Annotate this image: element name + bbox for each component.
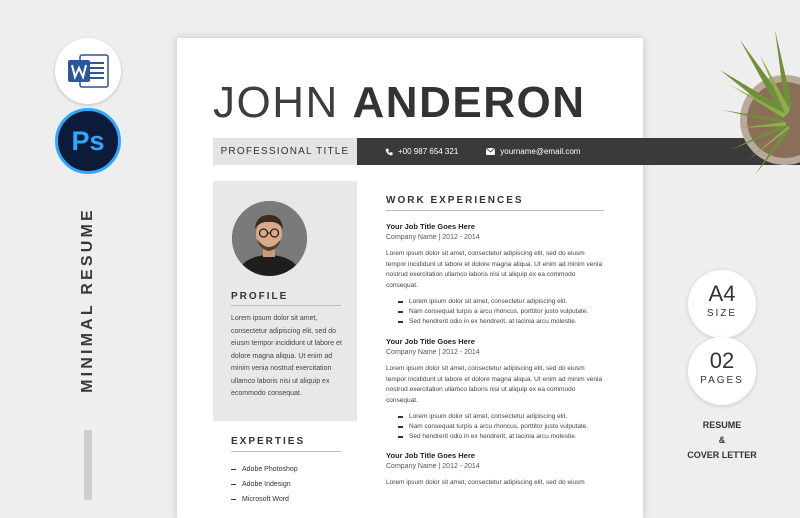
job-bullet	[398, 412, 606, 422]
job-bullet-text: Lorem ipsum dolor sit amet, consectetur adipiscing elit.	[409, 413, 568, 420]
job-title: Your Job Title Goes Here	[386, 337, 475, 346]
job-bullet	[398, 317, 606, 327]
dash-icon	[398, 301, 403, 303]
experties-heading: EXPERTIES	[231, 436, 306, 447]
job-bullets	[398, 412, 606, 442]
resume-label-line1: RESUME	[702, 420, 742, 430]
job-bullet	[398, 297, 606, 307]
dash-icon	[398, 321, 403, 323]
experties-list	[231, 462, 298, 507]
work-heading: WORK EXPERIENCES	[386, 195, 524, 206]
job-bullet-text: Lorem ipsum dolor sit amet, consectetur adipiscing elit.	[409, 298, 568, 305]
dash-icon	[398, 436, 403, 438]
avatar	[232, 201, 307, 276]
phone-number: +00 987 654 321	[398, 147, 459, 156]
profile-heading: PROFILE	[231, 291, 289, 302]
job-bullet	[398, 307, 606, 317]
pages-value: 02	[709, 348, 735, 373]
experties-item	[231, 462, 298, 477]
resume-name	[213, 78, 585, 128]
dash-icon	[398, 311, 403, 313]
pages-label: PAGES	[700, 375, 744, 386]
resume-label-line3: COVER LETTER	[687, 450, 757, 460]
plant-icon	[700, 0, 800, 200]
profile-rule	[231, 305, 341, 306]
last-name: ANDERON	[352, 78, 586, 127]
size-badge	[688, 270, 756, 338]
mail-icon	[486, 148, 495, 155]
photoshop-icon	[55, 108, 121, 174]
side-bar-decoration	[84, 430, 92, 500]
job-bullets	[398, 297, 606, 327]
professional-title: PROFESSIONAL TITLE	[213, 138, 357, 165]
photoshop-label: Ps	[71, 125, 105, 156]
job-description: Lorem ipsum dolor sit amet, consectetur adipiscing elit, sed do eiusm tempor incididunt ut labore et dolore magna aliqua. Ut enim ad minim venia nostrud exercitation ullamco laboris nisi ut aliquip ex ea commodo consequat.	[386, 365, 603, 404]
size-value: A4	[708, 281, 736, 306]
job-entry-3	[386, 451, 606, 489]
dash-icon	[231, 484, 236, 486]
job-bullet-text: Sed hendrerit odio in ex hendrerit, at lacinia arcu molestie.	[409, 318, 577, 325]
experties-label: Microsoft Word	[242, 496, 289, 503]
contact-email	[486, 147, 580, 156]
job-company: Company Name | 2012 - 2014	[386, 463, 480, 470]
job-company: Company Name | 2012 - 2014	[386, 349, 480, 356]
job-company: Company Name | 2012 - 2014	[386, 234, 480, 241]
experties-label: Adobe Indesign	[242, 481, 291, 488]
job-title: Your Job Title Goes Here	[386, 222, 475, 231]
job-bullet	[398, 422, 606, 432]
job-bullet-text: Sed hendrerit odio in ex hendrerit, at lacinia arcu molestie.	[409, 433, 577, 440]
job-entry-2	[386, 337, 606, 442]
job-bullet-text: Nam consequat turpis a arcu rhoncus, porttitor justo vulputate.	[409, 423, 589, 430]
phone-icon	[385, 148, 393, 156]
job-title: Your Job Title Goes Here	[386, 451, 475, 460]
resume-cover-label	[682, 418, 762, 463]
job-bullet-text: Nam consequat turpis a arcu rhoncus, porttitor justo vulputate.	[409, 308, 589, 315]
pages-badge	[688, 337, 756, 405]
dash-icon	[231, 469, 236, 471]
email-address: yourname@email.com	[500, 147, 581, 156]
work-rule	[386, 210, 604, 211]
experties-rule	[231, 451, 341, 452]
dash-icon	[398, 426, 403, 428]
job-description: Lorem ipsum dolor sit amet, consectetur adipiscing elit, sed do eiusm tempor incididunt ut labore et dolore magna aliqua. Ut enim ad minim venia nostrud exercitation ullamco laboris nisi ut aliquip ex ea commodo consequat.	[386, 250, 603, 289]
experties-label: Adobe Photoshop	[242, 466, 298, 473]
size-label: SIZE	[706, 308, 738, 319]
contact-phone	[385, 147, 458, 156]
resume-label-line2: &	[718, 435, 726, 445]
side-label: MINIMAL RESUME	[79, 207, 96, 393]
first-name: JOHN	[213, 78, 339, 127]
profile-text: Lorem ipsum dolor sit amet, consectetur adipiscing elit, sed do eiusm tempor incididunt ut labore et dolore magna aliqua. Ut enim ad minim venia nostrud exercitation ullamco laboris nisi ut aliquip ex ecommodo consequat.	[231, 315, 342, 397]
experties-item	[231, 477, 298, 492]
dash-icon	[398, 416, 403, 418]
word-icon	[55, 38, 121, 104]
job-entry-1	[386, 222, 606, 327]
job-bullet	[398, 432, 606, 442]
job-description: Lorem ipsum dolor sit amet, consectetur adipiscing elit, sed do eiusm	[386, 479, 585, 486]
